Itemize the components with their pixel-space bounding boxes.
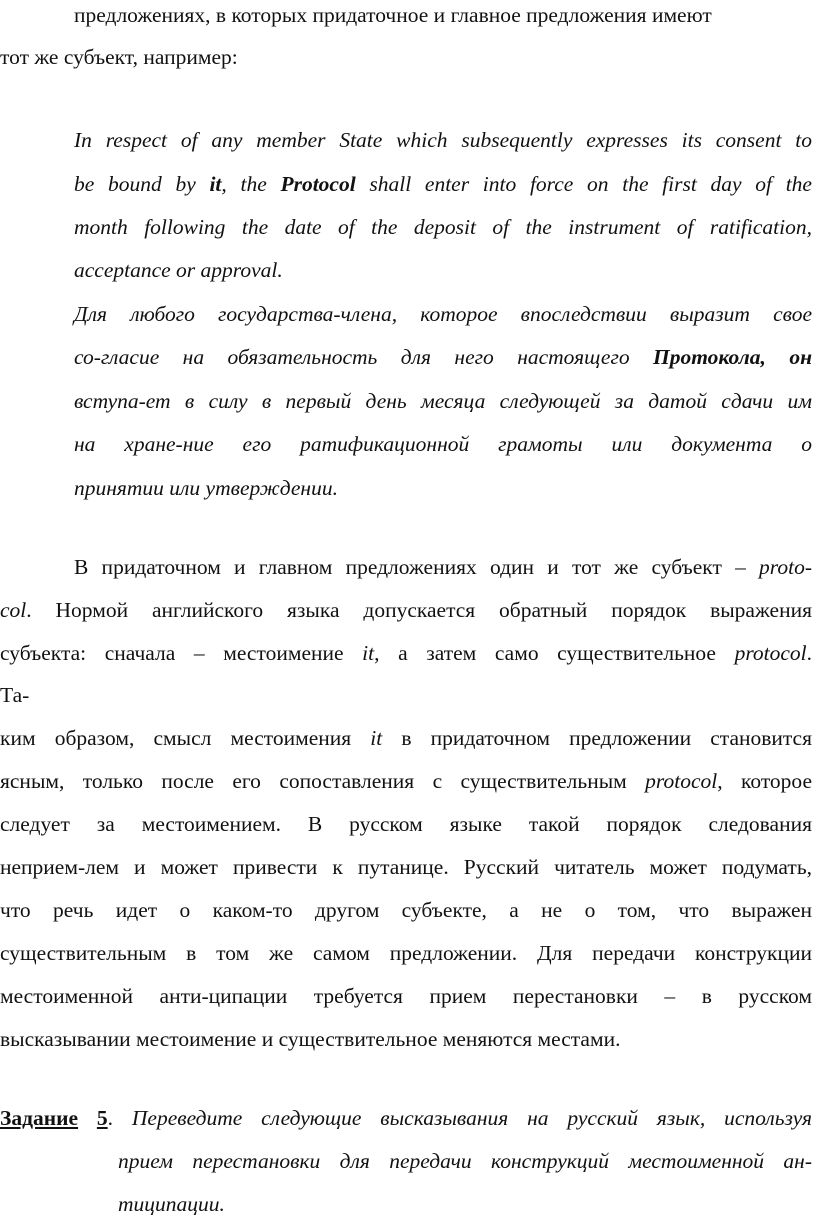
english-protocol-bold: Protocol bbox=[280, 172, 356, 196]
english-text: shall enter into force on the first day of the bbox=[355, 172, 812, 196]
analysis-text: , а затем само существительное bbox=[374, 641, 735, 665]
english-it-bold: it bbox=[209, 172, 222, 196]
analysis-line-12 bbox=[0, 1026, 620, 1052]
task-number: 5 bbox=[96, 1106, 108, 1130]
analysis-italic: proto- bbox=[759, 555, 812, 579]
analysis-text: . Нормой английского языка допускается обратный порядок выражения bbox=[26, 598, 812, 622]
analysis-line-8 bbox=[0, 854, 812, 880]
analysis-text: местоименной анти-ципации требуется прием перестановки – в русском bbox=[0, 984, 812, 1008]
english-example-line-1 bbox=[74, 127, 812, 153]
analysis-line-7 bbox=[0, 811, 812, 837]
analysis-line-4 bbox=[0, 682, 29, 708]
analysis-text: ким образом, смысл местоимения bbox=[0, 726, 371, 750]
russian-text: принятии или утверждении. bbox=[74, 476, 338, 500]
task-instruction: тиципации. bbox=[118, 1192, 225, 1216]
english-text: month following the date of the deposit of the instrument of ratification, bbox=[74, 215, 812, 239]
russian-example-line-5 bbox=[74, 475, 338, 501]
english-text: be bound by bbox=[74, 172, 210, 196]
english-example-line-4 bbox=[74, 257, 283, 283]
intro-line-2 bbox=[0, 44, 238, 70]
analysis-text: существительным в том же самом предложении. Для передачи конструкции bbox=[0, 941, 812, 965]
intro-text-2: тот же субъект, например: bbox=[0, 45, 238, 69]
russian-example-line-4 bbox=[74, 431, 812, 457]
russian-example-line-1 bbox=[74, 301, 812, 327]
analysis-line-6 bbox=[0, 768, 812, 794]
task-instruction: Переведите следующие высказывания на русский язык, используя bbox=[131, 1106, 813, 1130]
english-text: acceptance or approval. bbox=[74, 258, 283, 282]
analysis-line-11 bbox=[0, 983, 812, 1009]
analysis-text: В придаточном и главном предложениях один и тот же субъект – bbox=[74, 555, 760, 579]
task-line-3 bbox=[118, 1191, 225, 1217]
analysis-text: неприем-лем и может привести к путанице. Русский читатель может подумать, bbox=[0, 855, 812, 879]
russian-text: на хране-ние его ратификационной грамоты или документа о bbox=[74, 432, 812, 456]
task-dot: . bbox=[107, 1106, 132, 1130]
analysis-text: высказывании местоимение и существительное меняются местами. bbox=[0, 1027, 621, 1051]
russian-protocol-bold: Протокола bbox=[653, 345, 761, 369]
analysis-italic: col bbox=[0, 598, 27, 622]
analysis-text: субъекта: сначала – местоимение bbox=[0, 641, 363, 665]
analysis-text: следует за местоимением. В русском языке такой порядок следования bbox=[0, 812, 812, 836]
analysis-line-3 bbox=[0, 640, 812, 666]
analysis-line-1 bbox=[74, 554, 812, 580]
intro-line-1 bbox=[74, 2, 712, 28]
analysis-italic: it bbox=[370, 726, 383, 750]
english-example-line-3 bbox=[74, 214, 812, 240]
english-text: In respect of any member State which subsequently expresses its consent to bbox=[74, 128, 812, 152]
russian-example-line-3 bbox=[74, 388, 812, 414]
russian-comma: , bbox=[760, 345, 790, 369]
task-line-2 bbox=[118, 1148, 812, 1174]
english-text: , the bbox=[221, 172, 281, 196]
analysis-text: что речь идет о каком-то другом субъекте, а не о том, что выражен bbox=[0, 898, 812, 922]
analysis-italic: it bbox=[362, 641, 375, 665]
analysis-text: Та- bbox=[0, 683, 30, 707]
analysis-text: , которое bbox=[717, 769, 812, 793]
russian-on-bold: он bbox=[789, 345, 812, 369]
analysis-line-10 bbox=[0, 940, 812, 966]
analysis-text: ясным, только после его сопоставления с существительным bbox=[0, 769, 646, 793]
analysis-italic: protocol bbox=[734, 641, 807, 665]
analysis-text: . bbox=[806, 641, 812, 665]
analysis-line-5 bbox=[0, 725, 812, 751]
analysis-line-2 bbox=[0, 597, 812, 623]
intro-text-1: предложениях, в которых придаточное и главное предложения имеют bbox=[74, 3, 712, 27]
task-line-1 bbox=[0, 1105, 812, 1131]
analysis-line-9 bbox=[0, 897, 812, 923]
russian-text: вступа-ет в силу в первый день месяца следующей за датой сдачи им bbox=[74, 389, 812, 413]
russian-text: Для любого государства-члена, которое впоследствии выразит свое bbox=[74, 302, 812, 326]
analysis-italic: protocol bbox=[645, 769, 718, 793]
task-label: Задание bbox=[0, 1106, 79, 1130]
russian-example-line-2 bbox=[74, 344, 812, 370]
english-example-line-2 bbox=[74, 171, 812, 197]
russian-text: со-гласие на обязательность для него настоящего bbox=[74, 345, 654, 369]
analysis-text: в придаточном предложении становится bbox=[382, 726, 812, 750]
task-instruction: прием перестановки для передачи конструкций местоименной ан- bbox=[118, 1149, 812, 1173]
